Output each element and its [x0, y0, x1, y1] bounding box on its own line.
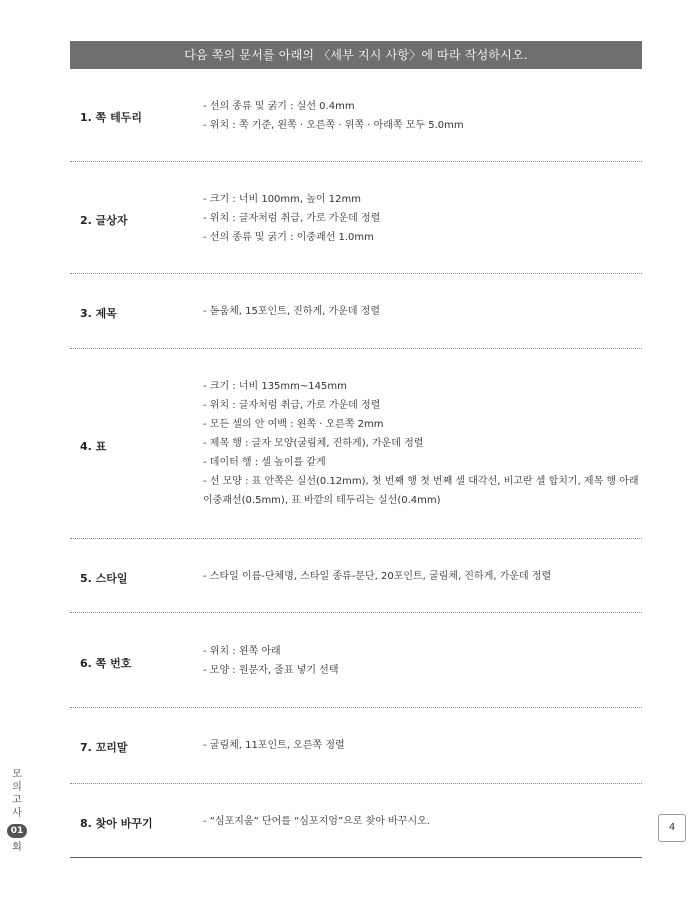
section-divider	[70, 348, 642, 349]
sidebar-bottom-text: 회	[12, 842, 22, 853]
exam-number-badge: 01	[7, 824, 27, 838]
detail-item: - 위치 : 글자처럼 취급, 가로 가운데 정렬	[203, 400, 381, 411]
detail-item: - “심포지움” 단어를 “심포지엄”으로 찾아 바꾸시오.	[203, 816, 430, 827]
section-items	[203, 736, 643, 755]
mock-exam-label	[6, 768, 28, 854]
detail-item: - 선의 종류 및 굵기 : 이중괘선 1.0mm	[203, 232, 374, 243]
detail-item: - 위치 : 왼쪽 아래	[203, 646, 281, 657]
section-title: 4. 표	[80, 440, 107, 453]
detail-item: - 크기 : 너비 100mm, 높이 12mm	[203, 194, 361, 205]
section-items	[203, 190, 643, 247]
section-divider	[70, 538, 642, 539]
detail-item: - 모든 셀의 안 여백 : 왼쪽 · 오른쪽 2mm	[203, 419, 384, 430]
detail-item: - 데이터 행 : 셀 높이를 같게	[203, 457, 326, 468]
section-title: 5. 스타일	[80, 572, 128, 585]
detail-item: - 굴림체, 11포인트, 오른쪽 정렬	[203, 740, 345, 751]
detail-item: - 위치 : 글자처럼 취급, 가로 가운데 정렬	[203, 213, 381, 224]
sidebar-top-text: 모의고사	[12, 769, 22, 819]
section-divider	[70, 161, 642, 162]
section-items	[203, 97, 643, 135]
section-divider	[70, 273, 642, 274]
detail-item: - 스타일 이름-단체명, 스타일 종류-문단, 20포인트, 굴림체, 진하게, 가운데 정렬	[203, 571, 552, 582]
detail-item: - 선의 종류 및 굵기 : 실선 0.4mm	[203, 101, 355, 112]
section-title: 6. 쪽 번호	[80, 657, 132, 670]
section-divider	[70, 783, 642, 784]
section-items	[203, 302, 643, 321]
section-items	[203, 642, 643, 680]
bottom-rule	[70, 857, 642, 858]
page-number-tab: 4	[658, 814, 686, 842]
section-title: 8. 찾아 바꾸기	[80, 817, 153, 830]
detail-item: - 제목 행 : 글자 모양(굴림체, 진하게), 가운데 정렬	[203, 438, 424, 449]
detail-item: - 돋움체, 15포인트, 진하게, 가운데 정렬	[203, 306, 381, 317]
detail-item: - 위치 : 쪽 기준, 왼쪽 · 오른쪽 · 위쪽 · 아래쪽 모두 5.0mm	[203, 120, 464, 131]
section-divider	[70, 707, 642, 708]
detail-item: - 선 모양 : 표 안쪽은 실선(0.12mm), 첫 번째 행 첫 번째 셀 대각선, 비고란 셀 합치기, 제목 행 아래 이중괘선(0.5mm), 표 바깥의 테두리는 실선(0.4mm)	[203, 476, 639, 506]
section-items	[203, 812, 643, 831]
section-items	[203, 567, 643, 586]
detail-item: - 크기 : 너비 135mm~145mm	[203, 381, 347, 392]
section-title: 7. 꼬리말	[80, 741, 128, 754]
instruction-header: 다음 쪽의 문서를 아래의 〈세부 지시 사항〉에 따라 작성하시오.	[70, 41, 642, 69]
section-items	[203, 377, 643, 510]
section-title: 2. 글상자	[80, 214, 128, 227]
detail-item: - 모양 : 원문자, 줄표 넣기 선택	[203, 665, 339, 676]
section-title: 1. 쪽 테두리	[80, 111, 142, 124]
section-title: 3. 제목	[80, 307, 117, 320]
section-divider	[70, 612, 642, 613]
